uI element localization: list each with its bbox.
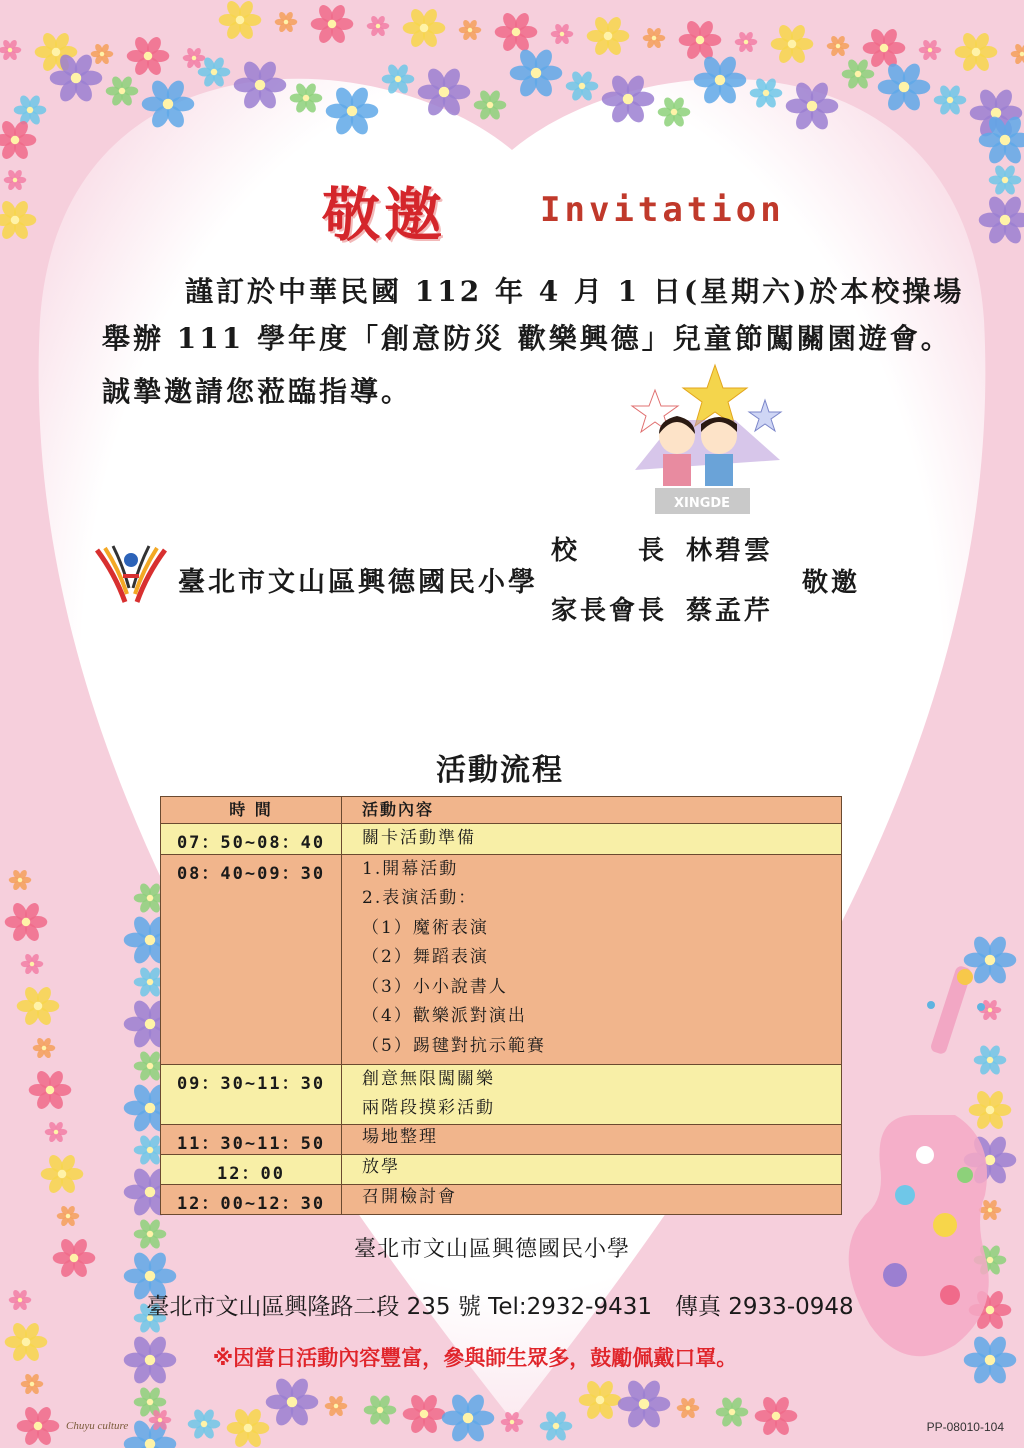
- activity-line: （4）歡樂派對演出: [362, 1006, 527, 1026]
- schedule-time: 12：00~12：30: [161, 1184, 342, 1214]
- activity-line: 放學: [362, 1156, 400, 1177]
- activity-line: 場地整理: [362, 1126, 438, 1147]
- schedule-header-time: 時 間: [161, 797, 342, 824]
- activity-line: 1.開幕活動: [362, 858, 459, 879]
- title-english: Invitation: [540, 190, 785, 230]
- mascot-label: XINGDE: [673, 496, 731, 511]
- schedule-title: 活動流程: [436, 753, 564, 788]
- schedule-activity: [342, 1124, 842, 1154]
- schedule-row: [161, 854, 842, 1064]
- schedule-time: 08：40~09：30: [161, 854, 342, 1064]
- schedule-header-content: 活動內容: [342, 797, 842, 824]
- activity-line: （2）舞蹈表演: [362, 947, 489, 967]
- title-chinese: 敬邀: [322, 181, 447, 249]
- schedule-activity: [342, 1184, 842, 1214]
- schedule-row: [161, 824, 842, 855]
- pta-title: 家長會長: [551, 596, 668, 626]
- school-logo-icon: [95, 544, 167, 606]
- invitation-line-2: 舉辦 111 學年度「創意防災 歡樂興德」兒童節闖關園遊會。: [102, 322, 952, 355]
- schedule-table: [160, 796, 842, 1215]
- school-mascot-image: [615, 360, 790, 520]
- brand-mark: Chuyu culture: [66, 1420, 129, 1432]
- document-code: PP-08010-104: [926, 1420, 1004, 1434]
- schedule-activity: [342, 1154, 842, 1184]
- schedule-activity: [342, 1064, 842, 1124]
- schedule-row: [161, 1154, 842, 1184]
- activity-line: （5）踢毽對抗示範賽: [362, 1035, 546, 1056]
- activity-line: 創意無限闖關樂: [362, 1068, 495, 1089]
- schedule-time: 12：00: [161, 1154, 342, 1184]
- activity-line: （3）小小說書人: [362, 976, 508, 997]
- closing-word: 敬邀: [802, 568, 861, 598]
- activity-line: （1）魔術表演: [362, 917, 489, 938]
- schedule-time: 07：50~08：40: [161, 824, 342, 855]
- school-name: 臺北市文山區興德國民小學: [178, 567, 538, 598]
- schedule-row: [161, 1064, 842, 1124]
- schedule-row: [161, 1124, 842, 1154]
- invitation-line-3: 誠摯邀請您蒞臨指導。: [102, 375, 413, 408]
- activity-line: 兩階段摸彩活動: [362, 1098, 495, 1118]
- pta-name: 蔡孟芹: [686, 596, 774, 626]
- principal-title: 校 長: [551, 536, 668, 566]
- schedule-activity: [342, 854, 842, 1064]
- footer-school-name: 臺北市文山區興德國民小學: [353, 1237, 630, 1262]
- footer-address: 臺北市文山區興隆路二段 235 號 Tel:2932-9431 傳真 2933-0948: [146, 1294, 854, 1320]
- schedule-time: 11：30~11：50: [161, 1124, 342, 1154]
- principal-name: 林碧雲: [686, 536, 774, 566]
- activity-line: 召開檢討會: [362, 1186, 457, 1207]
- schedule-row: [161, 1184, 842, 1214]
- schedule-time: 09：30~11：30: [161, 1064, 342, 1124]
- activity-line: 關卡活動準備: [362, 828, 476, 848]
- footer-note: ※因當日活動內容豐富，參與師生眾多，鼓勵佩戴口罩。: [212, 1346, 738, 1370]
- invitation-line-1: 謹訂於中華民國 112 年 4 月 1 日(星期六)於本校操場: [185, 275, 965, 308]
- activity-line: 2.表演活動：: [362, 888, 478, 908]
- schedule-activity: [342, 824, 842, 855]
